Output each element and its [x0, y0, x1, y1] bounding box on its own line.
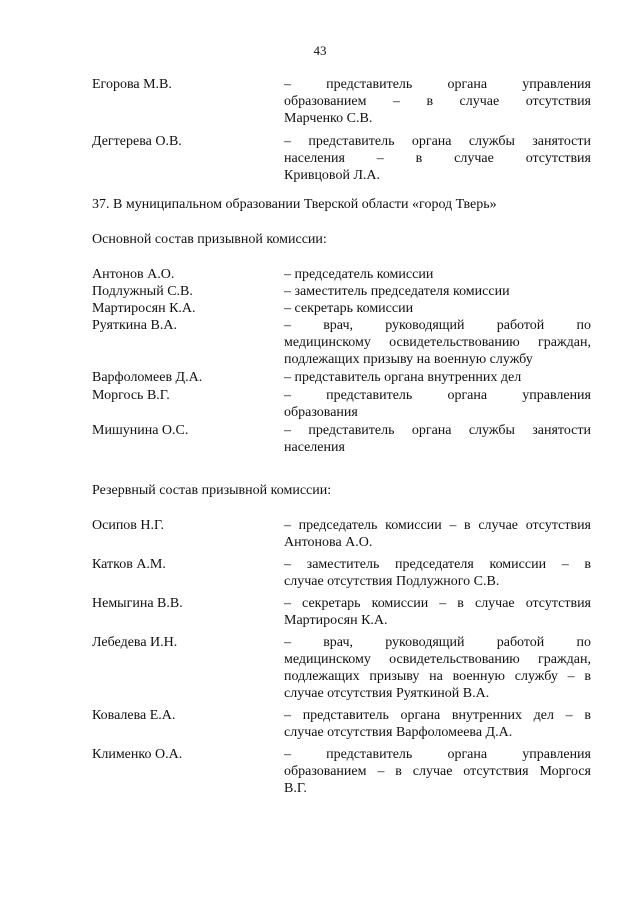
member-name: Осипов Н.Г. — [92, 518, 165, 533]
member-role-line: медицинскому освидетельствованию граждан, — [284, 652, 591, 667]
member-role-line: населения — [284, 440, 345, 455]
member-role — [284, 133, 591, 184]
member-role-line: подлежащих призыву на военную службу — [284, 352, 533, 367]
member-row — [92, 76, 592, 127]
member-row — [92, 595, 592, 629]
member-role-line: подлежащих призыву на военную службу – в — [284, 669, 591, 684]
member-role-line: Марченко С.В. — [284, 111, 373, 126]
member-role-line: – представитель органа управления — [284, 77, 591, 92]
member-name: Катков А.М. — [92, 557, 166, 572]
member-name: Егорова М.В. — [92, 77, 172, 92]
member-role-line: случае отсутствия Руяткиной В.А. — [284, 686, 490, 701]
member-name: Дегтерева О.В. — [92, 134, 182, 149]
member-name: Немыгина В.В. — [92, 596, 183, 611]
member-row — [92, 746, 592, 797]
member-role-line: – представитель органа управления — [284, 747, 591, 762]
member-row — [92, 369, 592, 386]
member-role — [284, 387, 591, 421]
member-role — [284, 595, 591, 629]
member-row — [92, 707, 592, 741]
member-role-line: – секретарь комиссии — [284, 301, 414, 316]
reserve-member-list — [92, 517, 592, 797]
member-role — [284, 746, 591, 797]
member-role-line: – представитель органа службы занятости — [284, 134, 591, 149]
member-role — [284, 76, 591, 127]
main-member-list — [92, 266, 592, 456]
member-row — [92, 133, 592, 184]
member-role — [284, 369, 591, 386]
member-role — [284, 283, 591, 300]
member-row — [92, 387, 592, 421]
reserve-composition-heading: Резервный состав призывной комиссии: — [92, 483, 332, 498]
member-name: Ковалева Е.А. — [92, 708, 176, 723]
member-role-line: медицинскому освидетельствованию граждан, — [284, 335, 591, 350]
member-role-line: образованием – в случае отсутствия Моргося — [284, 764, 591, 779]
member-role — [284, 707, 591, 741]
member-role-line: – заместитель председателя комиссии — [284, 284, 510, 299]
member-name: Подлужный С.В. — [92, 284, 193, 299]
member-role-line: – заместитель председателя комиссии – в — [284, 557, 591, 572]
member-row — [92, 266, 592, 283]
member-role-line: образованием – в случае отсутствия — [284, 94, 591, 109]
member-role-line: – секретарь комиссии – в случае отсутствия — [284, 596, 591, 611]
member-role — [284, 556, 591, 590]
main-composition-heading: Основной состав призывной комиссии: — [92, 232, 327, 247]
page-number: 43 — [313, 43, 327, 58]
member-row — [92, 517, 592, 551]
member-row — [92, 300, 592, 317]
member-name: Лебедева И.Н. — [92, 635, 178, 650]
member-name: Варфоломеев Д.А. — [92, 370, 203, 385]
member-role-line: случае отсутствия Подлужного С.В. — [284, 574, 500, 589]
member-role-line: – председатель комиссии — [284, 267, 434, 282]
member-role — [284, 317, 591, 368]
member-role-line: случае отсутствия Варфоломеева Д.А. — [284, 725, 513, 740]
top-member-list — [92, 76, 592, 184]
member-row — [92, 317, 592, 368]
member-role-line: – представитель органа внутренних дел – в — [284, 708, 591, 723]
member-row — [92, 283, 592, 300]
member-role — [284, 634, 591, 702]
member-role-line: Мартиросян К.А. — [284, 613, 388, 628]
member-role-line: – представитель органа внутренних дел — [284, 370, 522, 385]
member-role-line: В.Г. — [284, 781, 307, 796]
member-name: Антонов А.О. — [92, 267, 175, 282]
member-row — [92, 422, 592, 456]
member-role — [284, 266, 591, 283]
member-role — [284, 517, 591, 551]
member-row — [92, 556, 592, 590]
member-name: Руяткина В.А. — [92, 318, 177, 333]
member-role-line: Антонова А.О. — [284, 535, 373, 550]
member-name: Мишунина О.С. — [92, 423, 189, 438]
member-role-line: – врач, руководящий работой по — [284, 635, 591, 650]
member-row — [92, 634, 592, 702]
member-role-line: Кривцовой Л.А. — [284, 168, 381, 183]
member-role-line: – представитель органа службы занятости — [284, 423, 591, 438]
member-role — [284, 422, 591, 456]
member-role — [284, 300, 591, 317]
section-heading: 37. В муниципальном образовании Тверской области «город Тверь» — [92, 197, 497, 212]
member-role-line: образования — [284, 405, 358, 420]
member-role-line: – представитель органа управления — [284, 388, 591, 403]
member-role-line: – врач, руководящий работой по — [284, 318, 591, 333]
member-role-line: населения – в случае отсутствия — [284, 151, 591, 166]
member-name: Моргось В.Г. — [92, 388, 170, 403]
member-name: Клименко О.А. — [92, 747, 183, 762]
member-name: Мартиросян К.А. — [92, 301, 196, 316]
member-role-line: – председатель комиссии – в случае отсутствия — [284, 518, 591, 533]
